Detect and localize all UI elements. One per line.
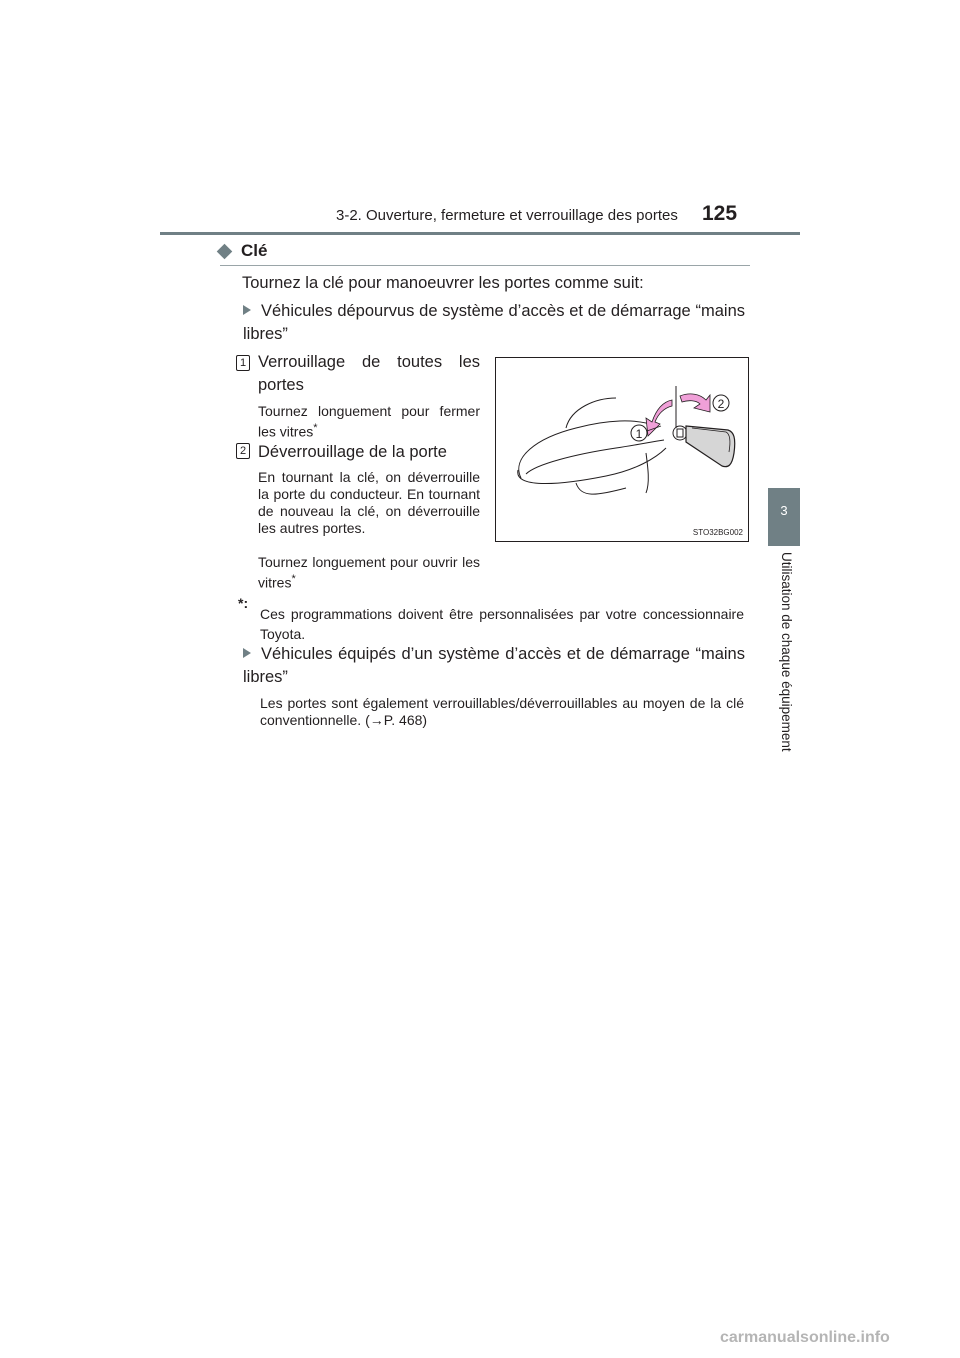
footnote-text: Ces programmations doivent être personnalisées par votre concessionnaire Toyota.	[260, 606, 744, 642]
item1-number-badge: 1	[236, 355, 250, 371]
item2-title: Déverrouillage de la porte	[258, 443, 447, 461]
diamond-bullet-icon	[217, 243, 233, 259]
case2-text: Véhicules équipés d’un système d’accès et de démarrage “mains libres”	[243, 645, 745, 686]
key-door-figure	[495, 357, 749, 542]
heading-rule	[220, 265, 750, 266]
page-number: 125	[702, 202, 738, 225]
case2-description: Les portes sont également verrouillables/déverrouillables au moyen de la clé conventionnelle. (→P. 468)	[260, 695, 744, 728]
case1-text: Véhicules dépourvus de système d’accès et de démarrage “mains libres”	[243, 302, 745, 343]
item1-asterisk: *	[313, 422, 318, 434]
item1-description	[258, 403, 480, 441]
chapter-number: 3	[780, 503, 788, 518]
triangle-bullet-icon	[243, 648, 251, 658]
footnote-mark: *:	[238, 595, 249, 611]
figure-code: STO32BG002	[692, 528, 743, 537]
item2-description-p2	[258, 554, 480, 592]
figure-label-2: 2	[717, 397, 725, 411]
item1-desc-text: Tournez longuement pour fermer les vitres	[258, 403, 480, 440]
case2-paragraph	[243, 643, 745, 689]
heading-text: Clé	[241, 241, 268, 260]
item1-title: Verrouillage de toutes les portes	[258, 353, 480, 394]
figure-label-1: 1	[635, 427, 643, 441]
item2-description-p1: En tournant la clé, on déverrouille la porte du conducteur. En tournant de nouveau la clé, on déverrouille les autres portes.	[258, 469, 480, 536]
triangle-bullet-icon	[243, 305, 251, 315]
item2-number-badge: 2	[236, 443, 250, 459]
intro-paragraph: Tournez la clé pour manoeuvrer les portes comme suit:	[242, 274, 644, 292]
section-heading	[219, 241, 267, 261]
chapter-title: Utilisation de chaque équipement	[779, 552, 794, 752]
header-rule	[160, 232, 800, 235]
door-handle-illustration	[496, 358, 748, 541]
item2-desc-text: Tournez longuement pour ouvrir les vitres	[258, 554, 480, 591]
case1-paragraph	[243, 300, 745, 346]
watermark: carmanualsonline.info	[720, 1329, 890, 1346]
section-title: 3-2. Ouverture, fermeture et verrouillage des portes	[336, 207, 678, 224]
item2-asterisk: *	[291, 573, 296, 585]
